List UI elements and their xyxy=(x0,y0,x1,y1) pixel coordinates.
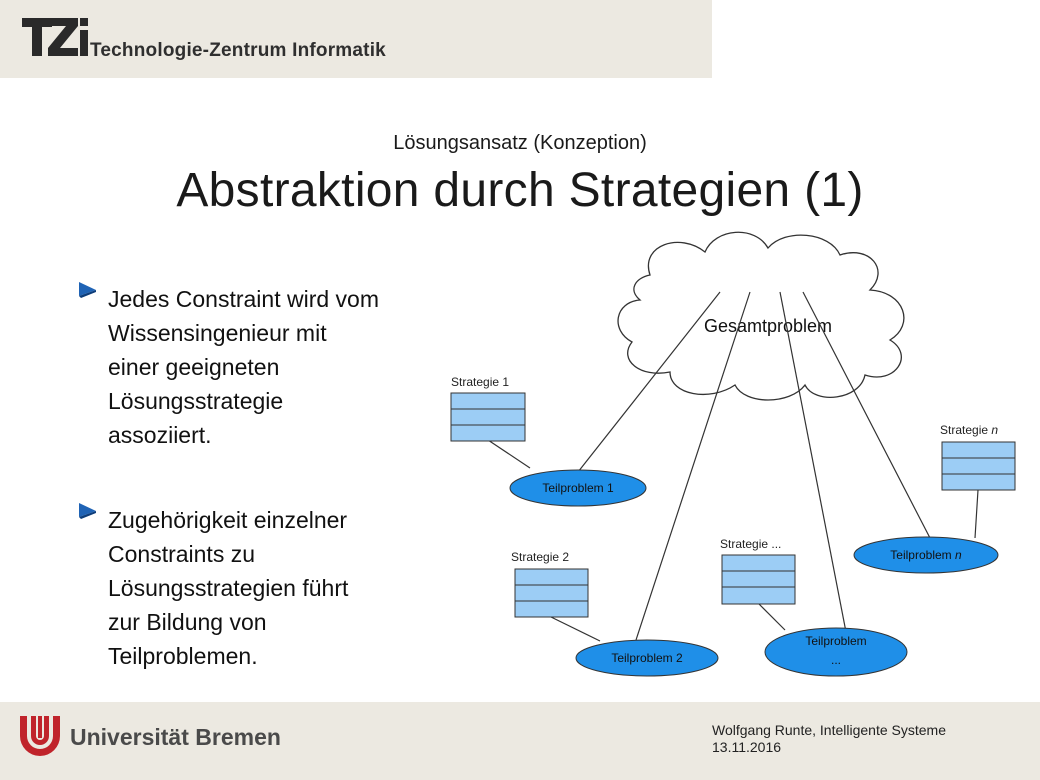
strategy-table xyxy=(515,569,588,617)
strategy-label: Strategie 2 xyxy=(511,550,570,564)
connector-line xyxy=(759,604,785,630)
strategy-table xyxy=(942,442,1015,490)
connector-line xyxy=(551,617,600,641)
subproblem-label-ellipsis: ... xyxy=(830,653,842,667)
bullet-text: Jedes Constraint wird vom Wissensingenieur mit einer geeigneten Lösungsstrategie assoziiert. xyxy=(108,286,379,448)
subproblem-label: Teilproblem xyxy=(805,634,867,648)
strategy-table xyxy=(451,393,525,441)
footer-author: Wolfgang Runte, Intelligente Systeme xyxy=(712,722,946,738)
footer-date: 13.11.2016 xyxy=(712,739,782,755)
slide-subtitle: Lösungsansatz (Konzeption) xyxy=(393,132,647,154)
slide-title: Abstraktion durch Strategien (1) xyxy=(176,164,864,217)
header-brand: Technologie-Zentrum Informatik xyxy=(90,40,386,61)
subproblem-label: Teilproblem 1 xyxy=(542,481,614,495)
bullet-text: Zugehörigkeit einzelner Constraints zu Lösungsstrategien führt zur Bildung von Teilproblemen. xyxy=(108,507,349,669)
strategy-label: Strategie ... xyxy=(720,537,782,551)
strategy-label: Strategie n xyxy=(940,423,999,437)
strategy-table xyxy=(722,555,795,604)
strategy-label: Strategie 1 xyxy=(451,375,510,389)
subproblem-label: Teilproblem n xyxy=(890,548,962,562)
university-logo xyxy=(18,714,62,760)
cloud-label: Gesamtproblem xyxy=(703,316,833,336)
subproblem-label: Teilproblem 2 xyxy=(611,651,683,665)
connector-line xyxy=(488,440,530,468)
connector-line xyxy=(975,490,978,538)
university-name: Universität Bremen xyxy=(70,724,281,750)
